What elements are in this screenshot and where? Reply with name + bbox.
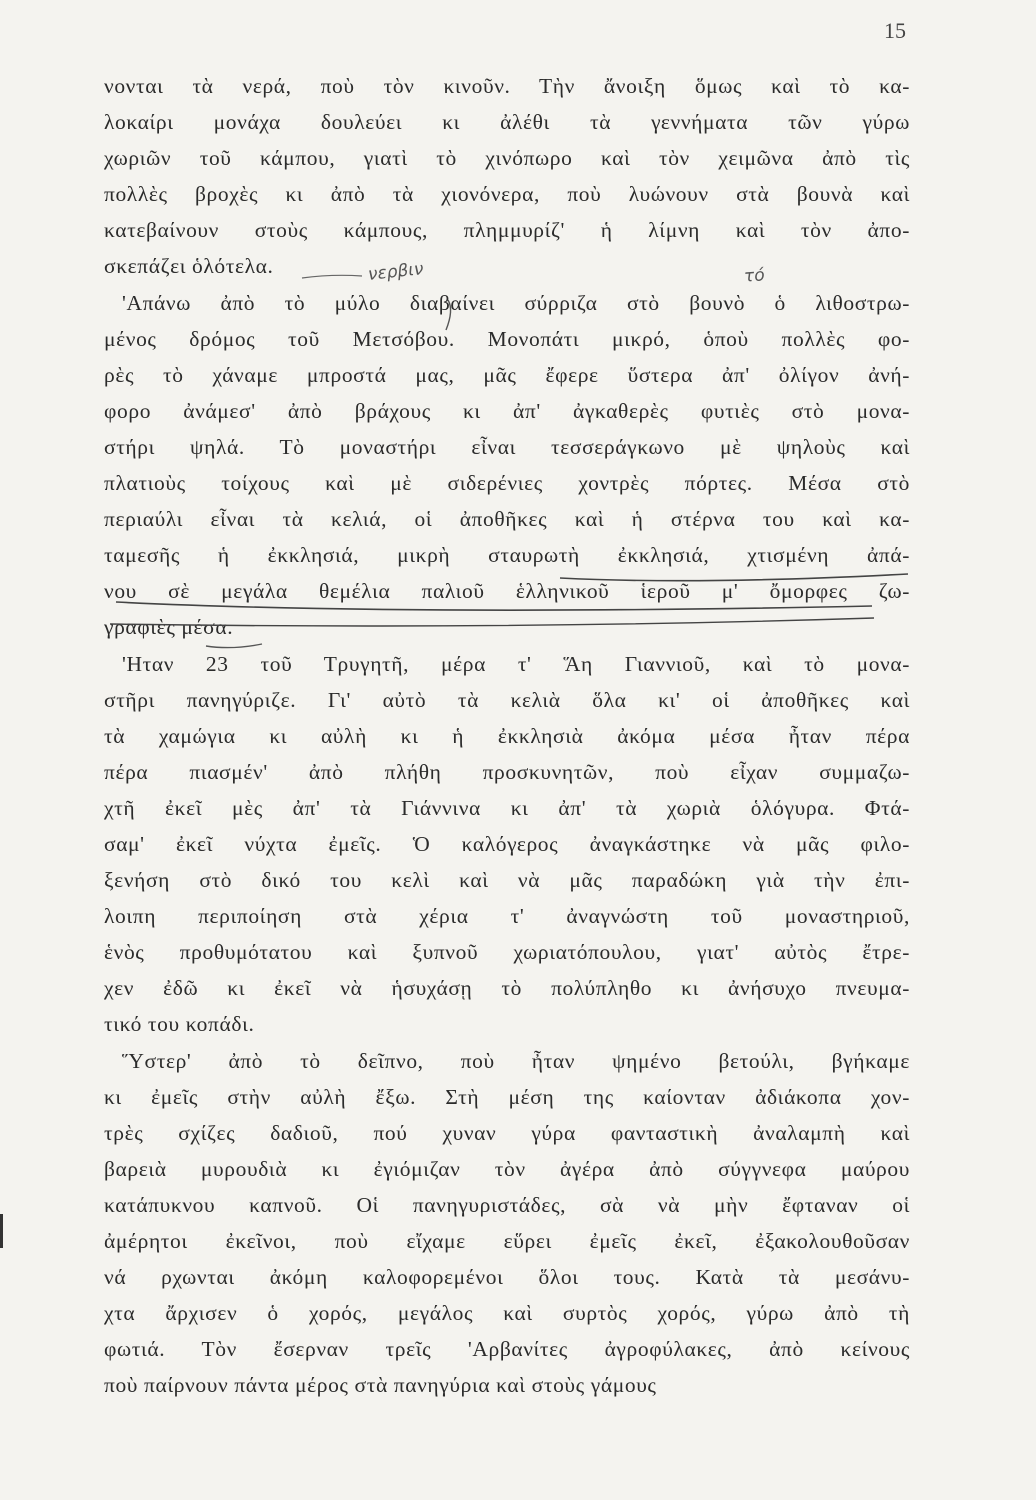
text-line: νά ρχωνται ἀκόμη καλοφορεμένοι ὅλοι τους. Κατὰ τὰ μεσάνυ- xyxy=(104,1265,910,1290)
text-line: 'Απάνω ἀπὸ τὸ μύλο διαβαίνει σύρριζα στὸ βουνὸ ὁ λιθοστρω- xyxy=(122,290,910,315)
handwritten-note-nervin: νερβιν xyxy=(367,259,425,285)
text-line: χτῆ ἐκεῖ μὲς ἀπ' τὰ Γιάννινα κι ἀπ' τὰ χωριὰ ὁλόγυρα. Φτά- xyxy=(104,795,910,820)
text-line: κι ἐμεῖς στὴν αὐλὴ ἔξω. Στὴ μέση της καίονταν ἀδιάκοπα χον- xyxy=(104,1084,910,1109)
text-line: ποὺ παίρνουν πάντα μέρος στὰ πανηγύρια καὶ στοὺς γάμους xyxy=(104,1373,657,1398)
text-line: πολλὲς βροχὲς κι ἀπὸ τὰ χιονόνερα, ποὺ λυώνουν στὰ βουνὰ καὶ xyxy=(104,182,910,207)
text-line: ταμεσῆς ἡ ἐκκλησιά, μικρὴ σταυρωτὴ ἐκκλησιά, χτισμένη ἀπά- xyxy=(104,543,910,568)
text-line: χωριῶν τοῦ κάμπου, γιατὶ τὸ χινόπωρο καὶ τὸν χειμῶνα ἀπὸ τὶς xyxy=(104,146,910,171)
text-line: ρὲς τὸ χάναμε μπροστά μας, μᾶς ἔφερε ὕστερα ἀπ' ὀλίγον ἀνή- xyxy=(104,362,910,387)
text-line: ἀμέρητοι ἐκεῖνοι, ποὺ εἴχαμε εὕρει ἐμεῖς ἐκεῖ, ἐξακολουθοῦσαν xyxy=(104,1229,910,1253)
scan-edge-mark xyxy=(0,1214,3,1248)
text-line: φορο ἀνάμεσ' ἀπὸ βράχους κι ἀπ' ἀγκαθερὲς φυτιὲς στὸ μονα- xyxy=(104,398,910,423)
text-line: σαμ' ἐκεῖ νύχτα ἐμεῖς. Ὁ καλόγερος ἀναγκάστηκε νὰ μᾶς φιλο- xyxy=(104,831,910,856)
text-line: κατεβαίνουν στοὺς κάμπους, πλημμυρίζ' ἡ λίμνη καὶ τὸν ἀπο- xyxy=(104,218,910,243)
text-line: λοιπη περιποίηση στὰ χέρια τ' ἀναγνώστη τοῦ μοναστηριοῦ, xyxy=(104,904,910,929)
text-line: περιαύλι εἶναι τὰ κελιά, οἱ ἀποθῆκες καὶ ἡ στέρνα του καὶ κα- xyxy=(104,507,910,532)
text-line: χτα ἄρχισεν ὁ χορός, μεγάλος καὶ συρτὸς χορός, γύρω ἀπὸ τὴ xyxy=(104,1301,910,1326)
text-line: γραφιὲς μέσα. xyxy=(104,615,234,640)
text-line: λοκαίρι μονάχα δουλεύει κι ἀλέθι τὰ γεννήματα τῶν γύρω xyxy=(104,110,910,135)
text-line: τρὲς σχίζες δαδιοῦ, πού χυναν γύρα φανταστικὴ ἀναλαμπὴ καὶ xyxy=(104,1120,910,1145)
text-line: σκεπάζει ὁλότελα. xyxy=(104,254,274,279)
text-line: πλατιοὺς τοίχους καὶ μὲ σιδερένιες χοντρὲς πόρτες. Μέσα στὸ xyxy=(104,471,910,496)
text-line: κατάπυκνου καπνοῦ. Οἱ πανηγυριστάδες, σὰ νὰ μὴν ἔφταναν οἱ xyxy=(104,1192,910,1217)
text-line: ἑνὸς προθυμότατου καὶ ξυπνοῦ χωριατόπουλου, γιατ' αὐτὸς ἔτρε- xyxy=(104,940,910,965)
text-line: βαρειὰ μυρουδιὰ κι ἐγιόμιζαν τὸν ἀγέρα ἀπὸ σύγγνεφα μαύρου xyxy=(104,1156,910,1181)
text-line: χεν ἐδῶ κι ἐκεῖ νὰ ἡσυχάσῃ τὸ πολύπληθο κι ἀνήσυχο πνευμα- xyxy=(104,976,910,1001)
page-number: 15 xyxy=(884,18,906,43)
text-line: ξενήση στὸ δικό του κελὶ καὶ νὰ μᾶς παραδώκη γιὰ τὴν ἐπι- xyxy=(104,868,910,893)
text-line: τὰ χαμώγια κι αὐλὴ κι ἡ ἐκκλησιὰ ἀκόμα μέσα ἦταν πέρα xyxy=(104,723,910,748)
text-line: στῆρι πανηγύριζε. Γι' αὐτὸ τὰ κελιὰ ὅλα κι' οἱ ἀποθῆκες καὶ xyxy=(104,687,910,712)
text-line: Ὕστερ' ἀπὸ τὸ δεῖπνο, ποὺ ἦταν ψημένο βετούλι, βγήκαμε xyxy=(122,1048,910,1073)
text-line: πέρα πιασμέν' ἀπὸ πλήθη προσκυνητῶν, ποὺ εἶχαν συμμαζω- xyxy=(104,759,910,784)
text-line: νου σὲ μεγάλα θεμέλια παλιοῦ ἑλληνικοῦ ἱεροῦ μ' ὄμορφες ζω- xyxy=(104,579,910,604)
text-line: φωτιά. Τὸν ἔσερναν τρεῖς 'Αρβανίτες ἀγροφύλακες, ἀπὸ κείνους xyxy=(104,1337,910,1362)
text-line: τικό του κοπάδι. xyxy=(104,1012,255,1037)
text-line: 'Ηταν 23 τοῦ Τρυγητῆ, μέρα τ' Ἅη Γιαννιοῦ, καὶ τὸ μονα- xyxy=(122,651,910,676)
text-line: νονται τὰ νερά, ποὺ τὸν κινοῦν. Τὴν ἄνοιξη ὅμως καὶ τὸ κα- xyxy=(104,74,910,98)
text-line: στήρι ψηλά. Τὸ μοναστήρι εἶναι τεσσεράγκωνο μὲ ψηλοὺς καὶ xyxy=(104,434,910,459)
handwritten-note-to: τό xyxy=(743,265,766,287)
text-line: μένος δρόμος τοῦ Μετσόβου. Μονοπάτι μικρό, ὁποὺ πολλὲς φο- xyxy=(104,326,910,351)
